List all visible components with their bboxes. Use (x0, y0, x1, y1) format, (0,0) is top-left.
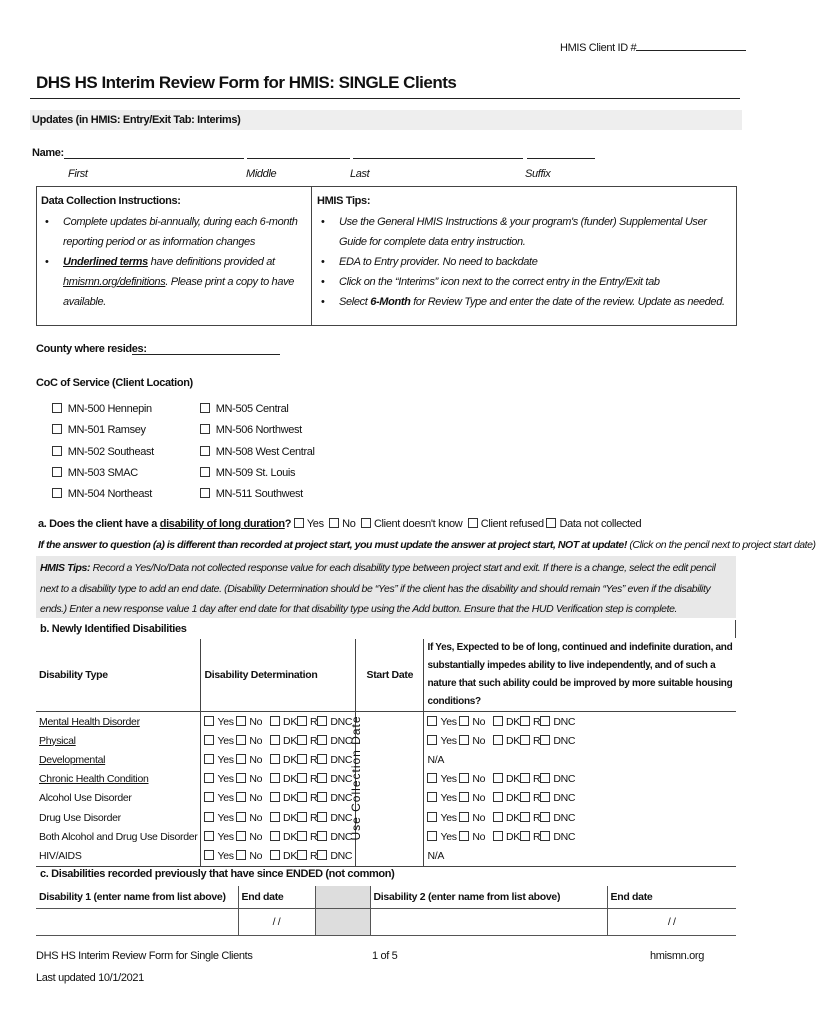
disability-2-input[interactable] (370, 909, 607, 936)
checkbox[interactable] (294, 518, 304, 528)
yes-label: Yes (440, 773, 457, 786)
no-label: No (472, 811, 486, 824)
dk-label: DK (283, 849, 298, 862)
form-title: DHS HS Interim Review Form for HMIS: SINGLE Clients (36, 73, 457, 92)
checkbox[interactable] (204, 792, 214, 802)
col-disability-1: Disability 1 (enter name from list above) (36, 886, 238, 909)
r-label: R (310, 792, 318, 805)
county-label: County where resides: (36, 343, 147, 355)
tip-bold: 6-Month (370, 296, 411, 308)
checkbox[interactable] (493, 773, 503, 783)
note-bold: If the answer to question (a) is different than recorded at project start, you must update the answer at project start, NOT at update! (38, 539, 627, 551)
checkbox[interactable] (329, 518, 339, 528)
coc-option[interactable] (52, 442, 154, 463)
answer-label: Data not collected (559, 518, 642, 530)
no-label: No (249, 773, 263, 786)
checkbox[interactable] (52, 488, 62, 498)
checkbox[interactable] (297, 792, 307, 802)
checkbox[interactable] (236, 812, 246, 822)
dk-label: DK (283, 753, 298, 766)
updates-heading: Updates (in HMIS: Entry/Exit Tab: Interims) (32, 114, 241, 126)
expected-cell (424, 770, 736, 789)
tip-item: • Click on the “Interims” icon next to the correct entry in the Entry/Exit tab (317, 272, 729, 292)
instructions-title: Data Collection Instructions: (41, 195, 181, 207)
instructions-text: have definitions provided at (147, 256, 275, 268)
no-label: No (249, 849, 263, 862)
checkbox[interactable] (52, 424, 62, 434)
expected-cell (424, 731, 736, 750)
checkbox[interactable] (459, 735, 469, 745)
dk-label: DK (283, 811, 298, 824)
no-label: No (249, 734, 263, 747)
start-date-cell[interactable] (320, 703, 390, 855)
checkbox[interactable] (52, 446, 62, 456)
expected-cell (424, 789, 736, 808)
coc-option-label: MN-506 Northwest (215, 424, 302, 437)
footer-updated: Last updated 10/1/2021 (36, 972, 144, 984)
checkbox[interactable] (236, 735, 246, 745)
last-label: Last (350, 168, 370, 180)
definitions-link[interactable]: hmismn.org/definitions (63, 276, 166, 288)
coc-option-label: MN-511 Southwest (215, 488, 303, 501)
checkbox[interactable] (297, 850, 307, 860)
coc-option[interactable] (200, 399, 315, 420)
dnc-label: DNC (330, 830, 353, 843)
dnc-label: DNC (330, 753, 353, 766)
middle-label: Middle (246, 168, 277, 180)
checkbox[interactable] (540, 831, 550, 841)
checkbox[interactable] (459, 812, 469, 822)
checkbox[interactable] (204, 735, 214, 745)
r-label: R (533, 773, 541, 786)
r-label: R (533, 830, 541, 843)
yes-label: Yes (440, 715, 457, 728)
checkbox[interactable] (200, 403, 210, 413)
r-label: R (533, 715, 541, 728)
dk-label: DK (506, 715, 521, 728)
coc-option[interactable] (52, 420, 154, 441)
tips-label: HMIS Tips: (40, 562, 91, 574)
r-label: R (310, 830, 318, 843)
checkbox[interactable] (493, 812, 503, 822)
no-label: No (472, 734, 486, 747)
instructions-item: • Complete updates bi-annually, during each 6-month reporting period or as information changes (41, 212, 311, 252)
checkbox[interactable] (270, 812, 280, 822)
gap-cell (315, 886, 370, 909)
tip-text: for Review Type and enter the date of the review. Update as needed. (410, 296, 725, 308)
disability-type-cell: HIV/AIDS (36, 846, 201, 866)
checkbox[interactable] (493, 831, 503, 841)
instructions-item (41, 252, 311, 312)
expected-cell (424, 827, 736, 846)
coc-option[interactable] (52, 484, 154, 505)
section-c-heading: c. Disabilities recorded previously that have since ENDED (not common) (40, 868, 395, 880)
checkbox[interactable] (520, 716, 530, 726)
checkbox[interactable] (236, 850, 246, 860)
checkbox[interactable] (520, 735, 530, 745)
no-label: No (249, 753, 263, 766)
checkbox[interactable] (297, 812, 307, 822)
r-label: R (533, 734, 541, 747)
end-date-1-input[interactable]: / / (238, 909, 315, 936)
first-label: First (68, 168, 88, 180)
col-end-date-2: End date (607, 886, 736, 909)
dnc-label: DNC (330, 792, 353, 805)
checkbox[interactable] (427, 716, 437, 726)
dnc-label: DNC (553, 715, 576, 728)
checkbox[interactable] (270, 754, 280, 764)
coc-option[interactable] (200, 484, 315, 505)
disability-type-cell: Drug Use Disorder (39, 811, 121, 824)
coc-option-label: MN-509 St. Louis (215, 466, 296, 479)
no-label: No (472, 715, 486, 728)
footer-right: hmismn.org (650, 950, 704, 962)
checkbox[interactable] (204, 850, 214, 860)
answer-doesnt-know[interactable] (361, 518, 462, 530)
question-a-text: ? (284, 518, 292, 530)
dk-label: DK (283, 792, 298, 805)
yes-label: Yes (217, 830, 234, 843)
section-b-edge (735, 620, 736, 638)
coc-options-left (52, 399, 154, 505)
question-a-text: a. Does the client have a (38, 518, 160, 530)
r-label: R (533, 792, 541, 805)
checkbox[interactable] (204, 773, 214, 783)
no-label: No (249, 811, 263, 824)
checkbox[interactable] (270, 735, 280, 745)
col-determination: Disability Determination (201, 639, 356, 712)
section-b-heading: b. Newly Identified Disabilities (40, 623, 187, 635)
tip-item: • EDA to Entry provider. No need to backdate (317, 252, 729, 272)
no-label: No (249, 792, 263, 805)
coc-option-label: MN-504 Northeast (67, 488, 152, 501)
instructions-box (36, 186, 737, 326)
disability-type-cell: Chronic Health Condition (39, 773, 149, 786)
dk-label: DK (283, 773, 298, 786)
middle-name-line[interactable] (247, 158, 350, 159)
expected-na: N/A (427, 753, 445, 766)
expected-cell (424, 846, 736, 866)
checkbox[interactable] (297, 831, 307, 841)
checkbox[interactable] (427, 792, 437, 802)
last-name-line[interactable] (353, 158, 523, 159)
r-label: R (310, 715, 318, 728)
checkbox[interactable] (540, 792, 550, 802)
checkbox[interactable] (493, 716, 503, 726)
instructions-list (41, 212, 311, 312)
coc-option[interactable] (52, 463, 154, 484)
checkbox[interactable] (270, 792, 280, 802)
disability-type-cell: Mental Health Disorder (39, 715, 140, 728)
question-a (38, 518, 641, 530)
checkbox[interactable] (427, 812, 437, 822)
checkbox[interactable] (236, 792, 246, 802)
client-id-label: HMIS Client ID # (560, 42, 637, 54)
coc-option-label: MN-503 SMAC (67, 466, 138, 479)
note-tail: (Click on the pencil next to project start date) (626, 539, 816, 551)
yes-label: Yes (440, 811, 457, 824)
checkbox[interactable] (52, 467, 62, 477)
expected-cell (424, 712, 736, 732)
table-row (36, 886, 736, 909)
data-collection-instructions (41, 193, 311, 312)
checkbox[interactable] (236, 831, 246, 841)
disability-1-input[interactable] (36, 909, 238, 936)
dnc-label: DNC (330, 811, 353, 824)
ended-disabilities-table (36, 886, 736, 936)
dnc-label: DNC (330, 715, 353, 728)
dk-label: DK (283, 715, 298, 728)
checkbox[interactable] (468, 518, 478, 528)
checkbox[interactable] (200, 446, 210, 456)
dk-label: DK (283, 734, 298, 747)
client-id-field[interactable] (560, 42, 746, 54)
checkbox[interactable] (297, 773, 307, 783)
answer-no[interactable] (329, 518, 355, 530)
expected-na: N/A (427, 849, 445, 862)
checkbox[interactable] (520, 812, 530, 822)
name-label: Name: (32, 147, 64, 159)
yes-label: Yes (440, 830, 457, 843)
r-label: R (310, 811, 318, 824)
hmis-tips-list (317, 212, 729, 312)
checkbox[interactable] (520, 773, 530, 783)
dk-label: DK (506, 773, 521, 786)
no-label: No (472, 773, 486, 786)
col-expected: If Yes, Expected to be of long, continued and indefinite duration, and substantially impedes ability to live independently, and of such a nature that such ability could be improved by more suitable housing conditions? (424, 639, 736, 712)
checkbox[interactable] (297, 716, 307, 726)
hmis-tips (317, 193, 729, 312)
expected-cell (424, 808, 736, 827)
client-id-line[interactable] (636, 50, 746, 51)
r-label: R (310, 849, 318, 862)
answer-label: Client doesn't know (373, 518, 463, 530)
instructions-text: . Please print a copy to have available. (63, 276, 295, 308)
disability-type-cell: Developmental (39, 753, 106, 766)
checkbox[interactable] (270, 773, 280, 783)
yes-label: Yes (217, 773, 234, 786)
checkbox[interactable] (270, 850, 280, 860)
question-a-note (38, 539, 816, 551)
coc-option-label: MN-508 West Central (215, 445, 315, 458)
answer-label: Yes (306, 518, 324, 530)
coc-option[interactable] (200, 442, 315, 463)
dk-label: DK (506, 734, 521, 747)
dnc-label: DNC (330, 773, 353, 786)
checkbox[interactable] (520, 831, 530, 841)
answer-label: No (342, 518, 356, 530)
r-label: R (310, 753, 318, 766)
instructions-divider (311, 187, 312, 325)
yes-label: Yes (217, 753, 234, 766)
checkbox[interactable] (236, 773, 246, 783)
table-header (36, 639, 736, 712)
checkbox[interactable] (297, 735, 307, 745)
disability-type-cell: Alcohol Use Disorder (39, 792, 132, 805)
checkbox[interactable] (459, 831, 469, 841)
tip-item (317, 292, 729, 312)
dk-label: DK (506, 811, 521, 824)
yes-label: Yes (217, 792, 234, 805)
checkbox[interactable] (236, 716, 246, 726)
dk-label: DK (283, 830, 298, 843)
checkbox[interactable] (459, 773, 469, 783)
checkbox[interactable] (204, 812, 214, 822)
coc-option-label: MN-502 Southeast (67, 445, 154, 458)
answer-label: Client refused (480, 518, 544, 530)
answer-yes[interactable] (294, 518, 324, 530)
checkbox[interactable] (427, 773, 437, 783)
dnc-label: DNC (330, 734, 353, 747)
answer-not-collected[interactable] (546, 518, 641, 530)
checkbox[interactable] (200, 424, 210, 434)
tips-text: Record a Yes/No/Data not collected response value for each disability type between project start and exit. If there is a change, select the edit pencil next to a disability type to add an end date. (Disability Determination should be “Yes” if the client has the disability and should remain “Yes” even if the disability ends.) Enter a new response value 1 day after end date for that disability type using the Add button. Ensure that the HUD Verification step is complete. (40, 562, 716, 615)
checkbox[interactable] (459, 792, 469, 802)
checkbox[interactable] (297, 754, 307, 764)
checkbox[interactable] (270, 831, 280, 841)
tip-text: Select (339, 296, 371, 308)
no-label: No (249, 715, 263, 728)
question-a-term: disability of long duration (159, 518, 285, 530)
r-label: R (310, 734, 318, 747)
dnc-label: DNC (553, 734, 576, 747)
gap-cell (315, 909, 370, 936)
no-label: No (249, 830, 263, 843)
dnc-label: DNC (553, 811, 576, 824)
yes-label: Yes (217, 849, 234, 862)
underlined-terms: Underlined terms (63, 256, 148, 268)
checkbox[interactable] (540, 773, 550, 783)
end-date-2-input[interactable]: / / (607, 909, 736, 936)
col-end-date-1: End date (238, 886, 315, 909)
checkbox[interactable] (200, 467, 210, 477)
checkbox[interactable] (52, 403, 62, 413)
first-name-line[interactable] (64, 158, 244, 159)
hmis-tips-title: HMIS Tips: (317, 195, 371, 207)
suffix-line[interactable] (527, 158, 595, 159)
coc-option-label: MN-501 Ramsey (67, 424, 146, 437)
dnc-label: DNC (553, 792, 576, 805)
dnc-label: DNC (330, 849, 353, 862)
yes-label: Yes (217, 715, 234, 728)
footer-page: 1 of 5 (372, 950, 398, 962)
r-label: R (310, 773, 318, 786)
checkbox[interactable] (540, 716, 550, 726)
checkbox[interactable] (493, 735, 503, 745)
disability-type-cell: Physical (39, 734, 76, 747)
checkbox[interactable] (459, 716, 469, 726)
col-disability-2: Disability 2 (enter name from list above) (370, 886, 607, 909)
r-label: R (533, 811, 541, 824)
checkbox[interactable] (540, 812, 550, 822)
coc-options-right (200, 399, 315, 505)
title-rule (30, 98, 740, 99)
dnc-label: DNC (553, 830, 576, 843)
dk-label: DK (506, 792, 521, 805)
coc-option[interactable] (52, 399, 154, 420)
checkbox[interactable] (270, 716, 280, 726)
checkbox[interactable] (427, 735, 437, 745)
no-label: No (472, 830, 486, 843)
checkbox[interactable] (427, 831, 437, 841)
no-label: No (472, 792, 486, 805)
checkbox[interactable] (200, 488, 210, 498)
suffix-label: Suffix (525, 168, 551, 180)
checkbox[interactable] (546, 518, 556, 528)
dk-label: DK (506, 830, 521, 843)
coc-option[interactable] (200, 420, 315, 441)
use-collection-date: Use Collection Date (349, 715, 363, 841)
checkbox[interactable] (204, 831, 214, 841)
checkbox[interactable] (520, 792, 530, 802)
checkbox[interactable] (204, 754, 214, 764)
table-row (36, 909, 736, 936)
yes-label: Yes (440, 734, 457, 747)
coc-option-label: MN-500 Hennepin (67, 403, 152, 415)
disability-type-cell: Both Alcohol and Drug Use Disorder (39, 830, 198, 843)
coc-option-label: MN-505 Central (215, 403, 289, 415)
answer-refused[interactable] (468, 518, 544, 530)
tip-item: • Use the General HMIS Instructions & your program's (funder) Supplemental User Guide for complete data entry instruction. (317, 212, 729, 252)
yes-label: Yes (440, 792, 457, 805)
checkbox[interactable] (361, 518, 371, 528)
coc-label: CoC of Service (Client Location) (36, 377, 193, 389)
checkbox[interactable] (493, 792, 503, 802)
county-input-line[interactable] (132, 354, 280, 355)
yes-label: Yes (217, 734, 234, 747)
checkbox[interactable] (540, 735, 550, 745)
dnc-label: DNC (553, 773, 576, 786)
checkbox[interactable] (236, 754, 246, 764)
checkbox[interactable] (204, 716, 214, 726)
hmis-tips-paragraph (40, 558, 732, 620)
footer-left: DHS HS Interim Review Form for Single Clients (36, 950, 253, 962)
yes-label: Yes (217, 811, 234, 824)
expected-cell (424, 750, 736, 769)
col-start-date: Start Date (356, 639, 424, 712)
col-disability-type: Disability Type (36, 639, 201, 712)
coc-option[interactable] (200, 463, 315, 484)
